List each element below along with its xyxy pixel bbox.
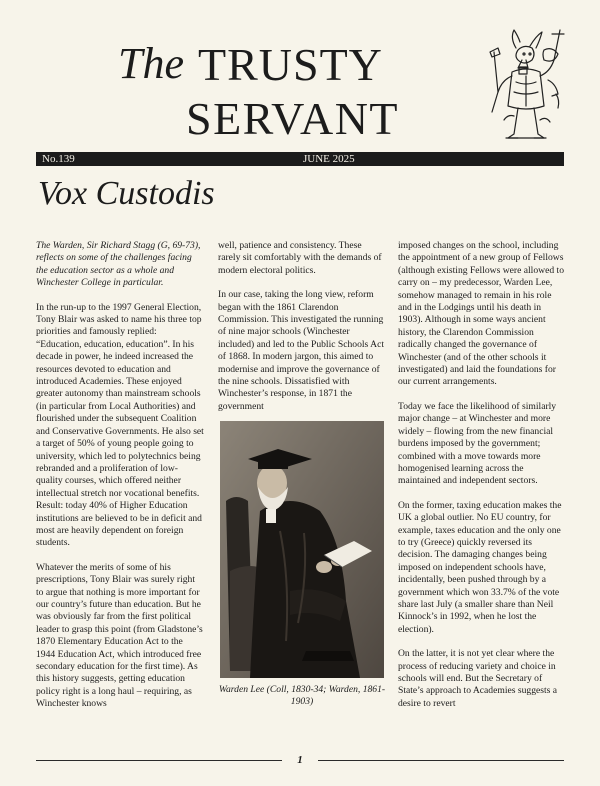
article-paragraph: imposed changes on the school, including the appointment of a new group of Fellows (although existing Fellows were allowed to carry on – my predecessor, Warden Lee, somehow managed to remain in his role and in the Lodgings until his death in 1903). Although in some ways ancient history, the Clarendon Commission radically changed the governance of Winchester (and of the other schools it investigated) and laid the foundations for our current arrangements. [398,240,564,388]
article-paragraph: On the former, taxing education makes the UK a global outlier. No EU country, for example, taxes education and the only one to try (Greece) quickly reversed its decision. The damaging changes being imposed on independent schools have, incidentally, been pushed through by a government which won 33.7% of the vote share last July (a smaller share than Neil Kinnock’s in 1992, when he lost the election). [398,499,562,635]
article-paragraph: In our case, taking the long view, reform began with the 1861 Clarendon Commission. This investigated the running of nine major schools (Winchester included) and led to the Public Schools Act of 1868. In modern jargon, this aimed to modernise and improve the governance of the nine schools. Dissatisfied with Winchester’s response, in 1871 the government [218,289,384,412]
portrait-illustration [220,421,384,678]
masthead-title-trusty: TRUSTY [198,39,383,90]
warden-lee-photo [220,421,384,678]
masthead-title-servant: SERVANT [186,93,400,144]
article-paragraph: Whatever the merits of some of his prescriptions, Tony Blair was surely right to argue that nothing is more important for our country’s future than education. But he was obviously far from the first political leader to grasp this point (from Gladstone’s 1870 Elementary Education Act to the 1944 Education Act, which introduced free secondary education for the first time). As this history suggests, getting education policy right is a long haul – requiring, as Winchester knows [36,561,203,710]
issue-date: JUNE 2025 [303,153,355,165]
issue-number: No.139 [42,153,75,165]
photo-caption: Warden Lee (Coll, 1830-34; Warden, 1861-1903) [218,684,386,708]
article-column-3 [398,240,566,722]
masthead [0,0,600,150]
article-paragraph: On the latter, it is not yet clear where the process of reducing variety and choice in schools will end. But the Secretary of State’s approach to Academies suggests a desire to revert [398,648,558,709]
page-number: 1 [297,754,303,766]
article-paragraph: In the run-up to the 1997 General Election, Tony Blair was asked to name his three top priorities and famously replied: “Education, education, education”. In his decade in power, he indeed increased the resources devoted to education and introduced Academies. These enjoyed greater autonomy than mainstream schools (in particular from Local Authorities) and flourished under the subsequent Coalition and Conservative Governments. He also set a target of 50% of young people going to university, which led to polytechnics being rebranded and a proliferation of low-quality courses, which offered neither intellectual stretch nor vocational benefits. Result: today 40% of Higher Education institutions are believed to be in deficit and most are heavily dependent on foreign students. [36,301,204,549]
section-title: Vox Custodis [38,175,215,212]
issue-bar [36,152,564,166]
masthead-title-the: The [118,39,184,88]
article-intro: The Warden, Sir Richard Stagg (G, 69-73), reflects on some of the challenges facing the education sector as a whole and Winchester College in particular. [36,240,201,289]
trusty-servant-figure-icon [486,20,566,145]
footer-rule-right [318,760,564,761]
article-paragraph: Today we face the likelihood of similarly major change – at Winchester and more widely – flowing from the new financial burdens imposed by the government; combined with a move towards more homogenised learning across the maintained and independent sectors. [398,400,557,487]
article-paragraph: well, patience and consistency. These rarely sit comfortably with the demands of modern electoral politics. [218,240,382,276]
footer-rule-left [36,760,282,761]
article-column-1 [36,240,204,723]
article-column-2 [218,240,386,425]
